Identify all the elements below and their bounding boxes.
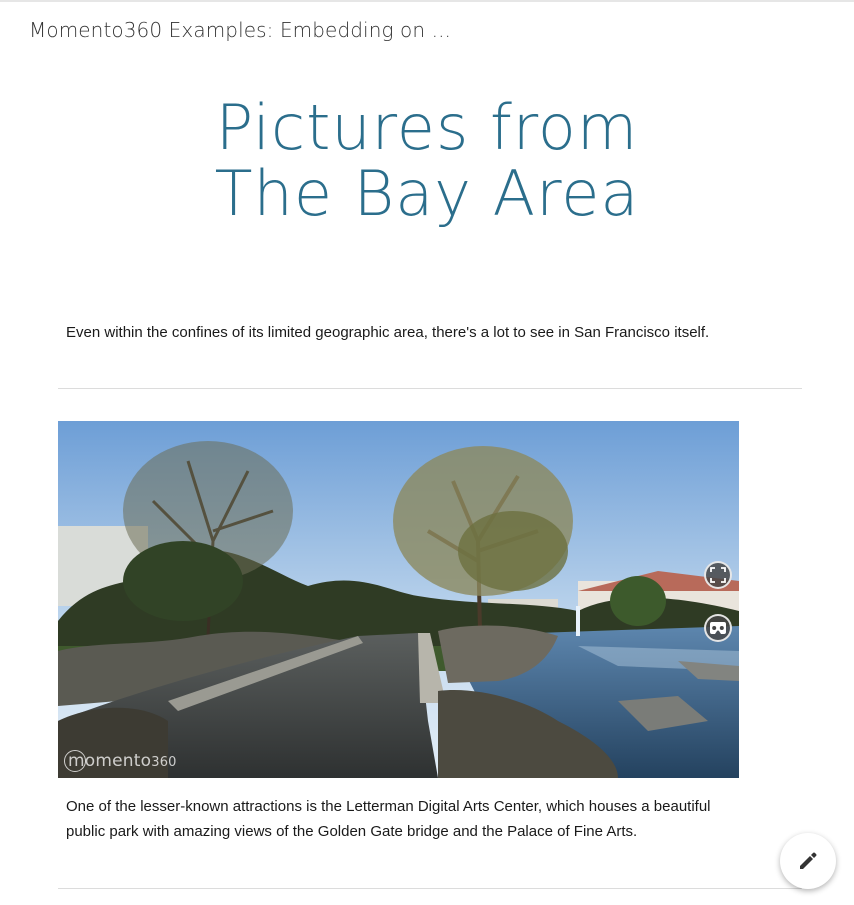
edit-button[interactable] xyxy=(780,833,836,889)
intro-paragraph: Even within the confines of its limited geographic area, there's a lot to see in San Francisco itself. xyxy=(66,324,710,341)
vr-mode-button[interactable] xyxy=(704,614,732,642)
momento360-watermark xyxy=(64,750,177,772)
heading-line-2: The Bay Area xyxy=(214,157,640,230)
top-border xyxy=(0,0,854,2)
section-divider-bottom xyxy=(58,888,802,889)
fullscreen-button[interactable] xyxy=(704,561,732,589)
vr-headset-icon xyxy=(709,621,727,635)
photo-caption: One of the lesser-known attractions is the Letterman Digital Arts Center, which houses a beautiful public park with amazing views of the Golden Gate bridge and the Palace of Fine Arts. xyxy=(66,798,711,840)
watermark-prefix: m xyxy=(68,751,85,771)
panorama-image xyxy=(58,421,739,778)
heading-line-1: Pictures from xyxy=(215,91,639,164)
page-heading xyxy=(0,91,854,230)
watermark-word: omento xyxy=(84,751,152,771)
watermark-number: 360 xyxy=(151,755,177,770)
section-divider xyxy=(58,388,802,389)
site-title[interactable]: Momento360 Examples: Embedding on ... xyxy=(29,18,451,42)
panorama-viewer[interactable] xyxy=(58,421,739,778)
fullscreen-icon xyxy=(710,567,726,583)
pencil-icon xyxy=(798,851,818,871)
